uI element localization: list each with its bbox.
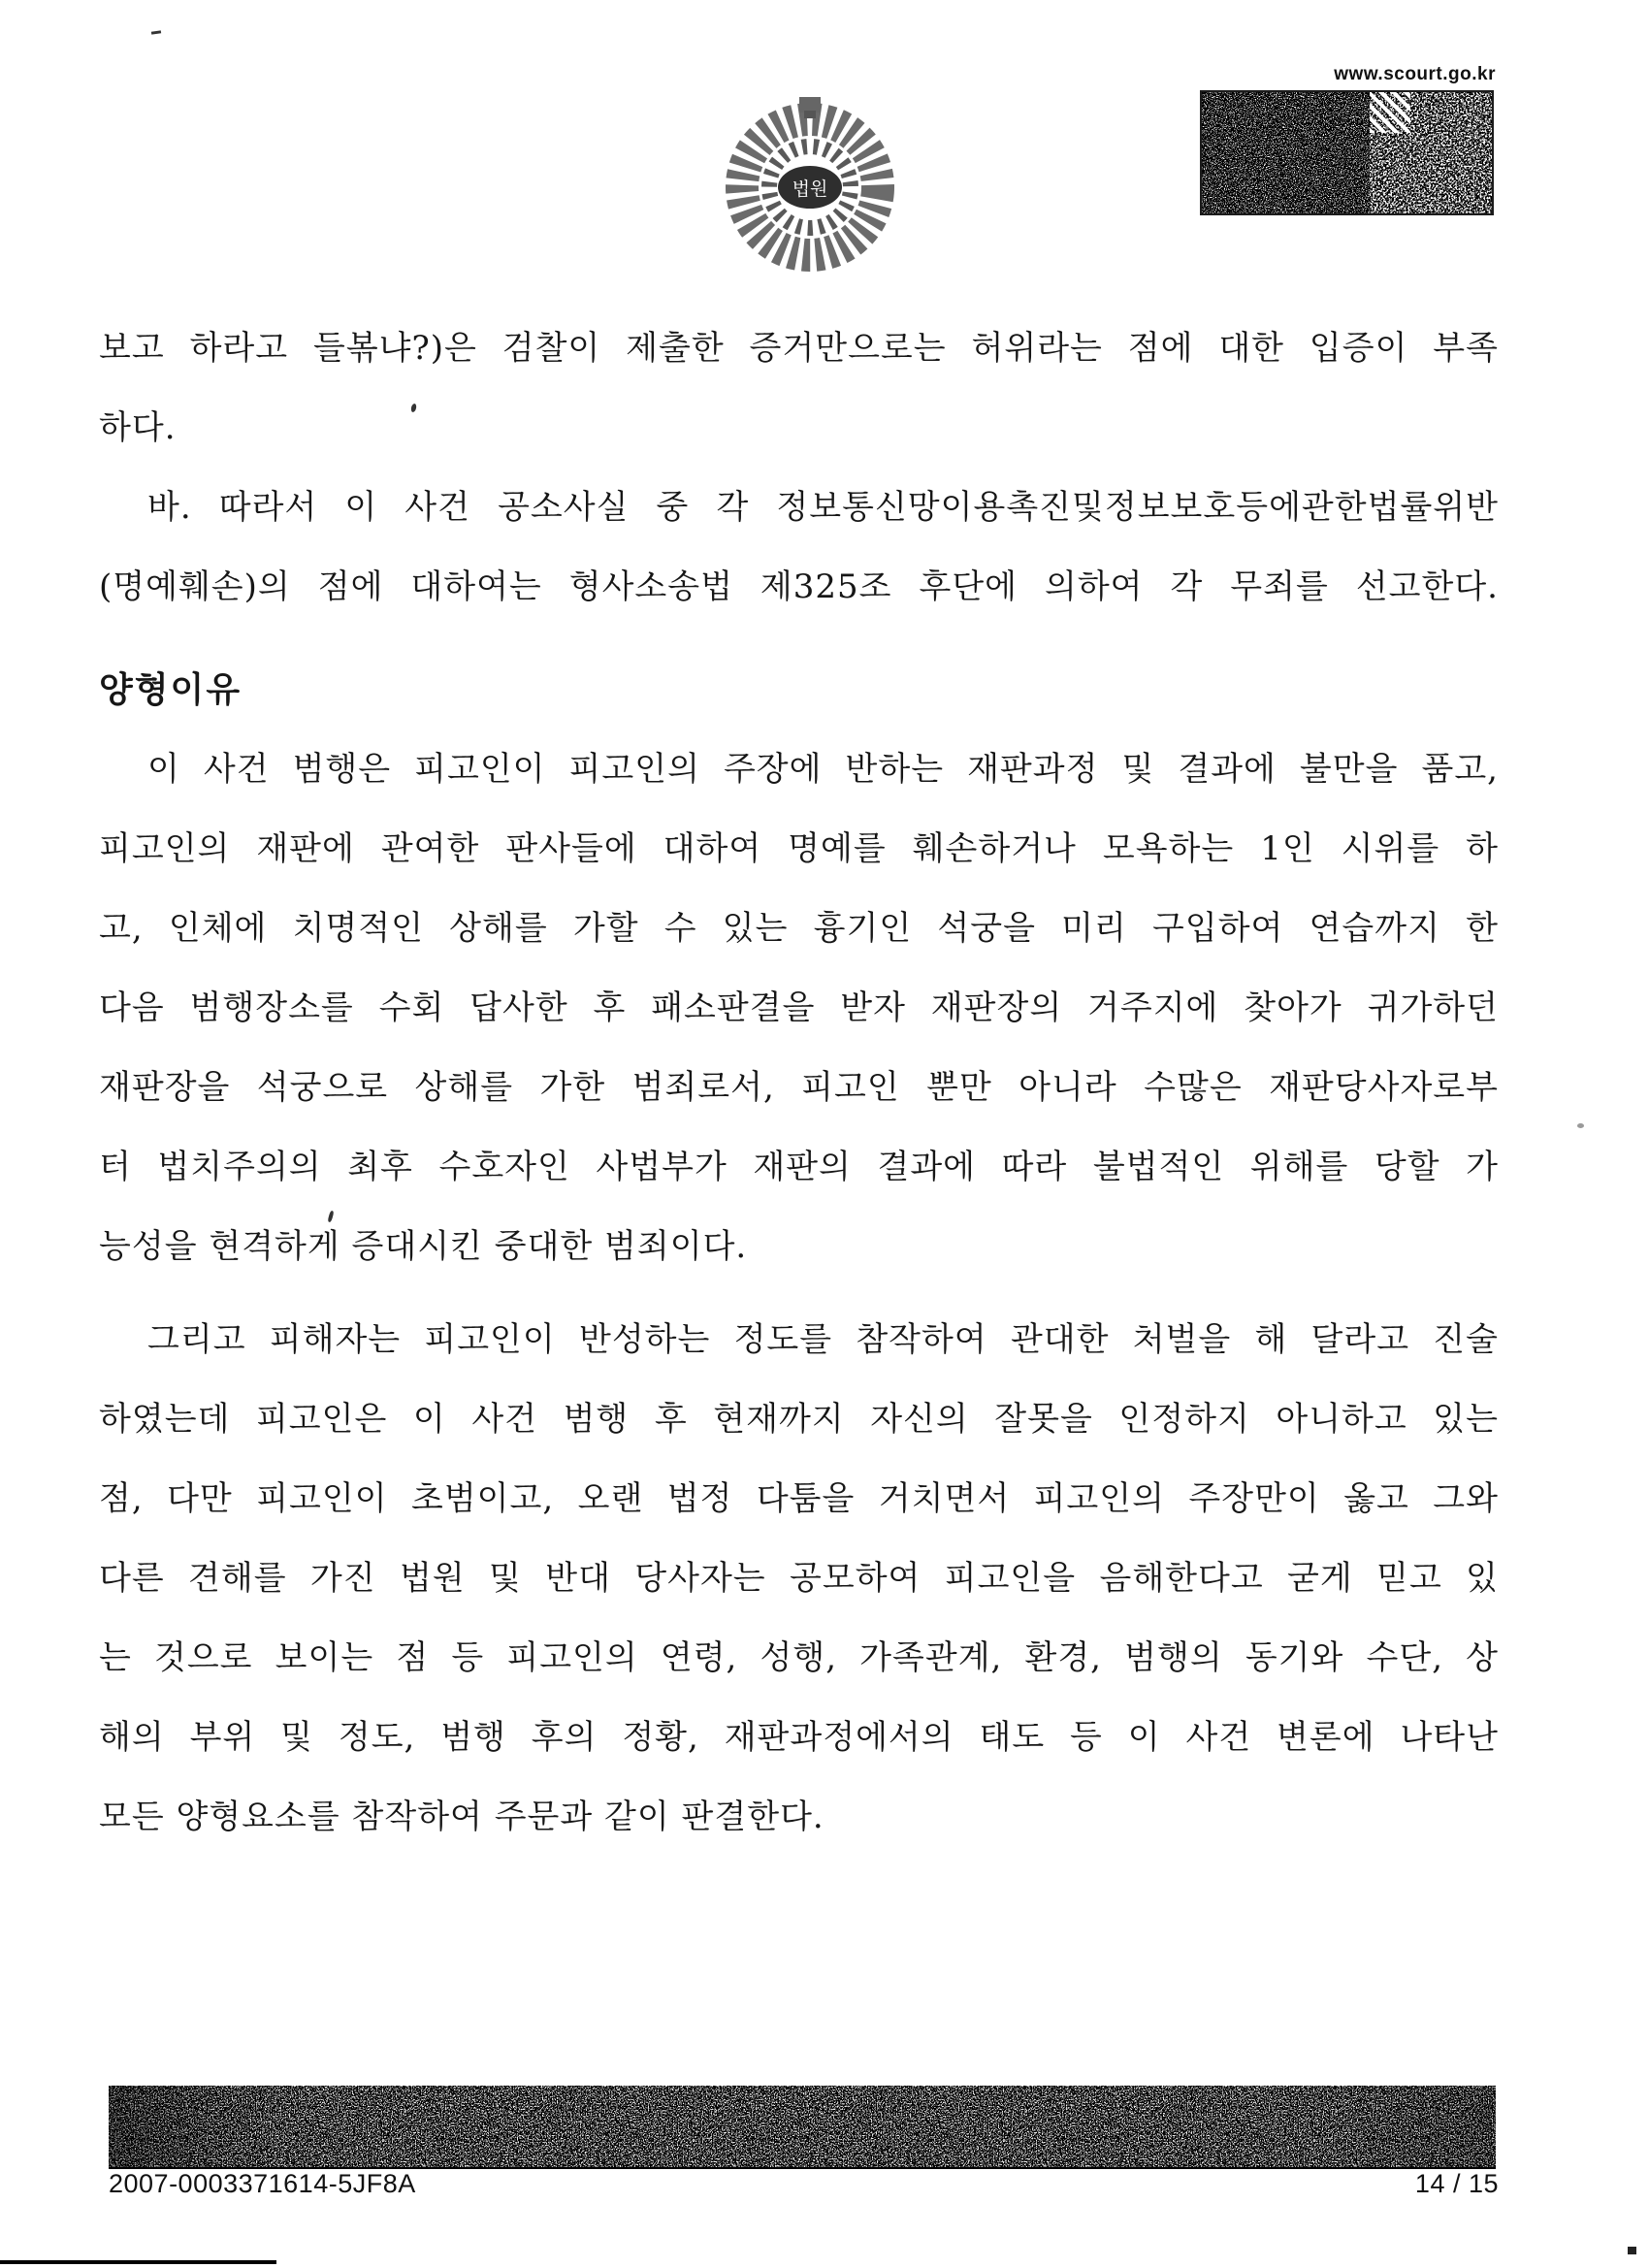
court-seal-icon xyxy=(718,95,902,279)
document-line: 이 사건 범행은 피고인이 피고인의 주장에 반하는 재판과정 및 결과에 불만을 품고, xyxy=(147,750,1499,789)
document-line: 모든 양형요소를 참작하여 주문과 같이 판결한다. xyxy=(99,1798,824,1836)
document-line: 는 것으로 보이는 점 등 피고인의 연령, 성행, 가족관계, 환경, 범행의 동기와 수단, 상 xyxy=(99,1638,1499,1677)
document-line: 터 법치주의의 최후 수호자인 사법부가 재판의 결과에 따라 불법적인 위해를 당할 가 xyxy=(99,1148,1499,1186)
document-line: 보고 하라고 들볶냐?)은 검찰이 제출한 증거만으로는 허위라는 점에 대한 입증이 부족 xyxy=(99,329,1499,368)
document-line: 바. 따라서 이 사건 공소사실 중 각 정보통신망이용촉진및정보보호등에관한법률위반 xyxy=(147,488,1499,527)
page-indicator: 14 / 15 xyxy=(1414,2169,1499,2198)
document-line: 하였는데 피고인은 이 사건 범행 후 현재까지 자신의 잘못을 인정하지 아니하고 있는 xyxy=(99,1400,1499,1439)
judgment-text xyxy=(99,308,1499,1857)
stamp-speckle-area xyxy=(1202,92,1370,213)
document-line: (명예훼손)의 점에 대하여는 형사소송법 제325조 후단에 의하여 각 무죄를 선고한다. xyxy=(99,567,1499,606)
verification-stamp xyxy=(1200,90,1494,215)
document-line: 하다. xyxy=(99,408,177,447)
document-line: 그리고 피해자는 피고인이 반성하는 정도를 참작하여 관대한 처벌을 해 달라고 진술 xyxy=(147,1320,1499,1359)
document-line: 점, 다만 피고인이 초범이고, 오랜 법정 다툼을 거치면서 피고인의 주장만이 옳고 그와 xyxy=(99,1479,1499,1518)
document-line: 재판장을 석궁으로 상해를 가한 범죄로서, 피고인 뿐만 아니라 수많은 재판당사자로부 xyxy=(99,1068,1499,1107)
document-line: 해의 부위 및 정도, 범행 후의 정황, 재판과정에서의 태도 등 이 사건 변론에 나타난 xyxy=(99,1718,1499,1757)
document-line: 다음 범행장소를 수회 답사한 후 패소판결을 받자 재판장의 거주지에 찾아가 귀가하던 xyxy=(99,988,1499,1027)
website-url: www.scourt.go.kr xyxy=(1334,64,1496,84)
scan-artifact xyxy=(151,30,161,34)
document-line: 능성을 현격하게 증대시킨 중대한 범죄이다. xyxy=(99,1227,748,1266)
scan-artifact xyxy=(0,2260,276,2264)
document-number: 2007-0003371614-5JF8A xyxy=(109,2169,416,2198)
sentencing-reason-heading: 양형이유 xyxy=(99,669,242,710)
barcode-noise-strip xyxy=(109,2086,1496,2169)
page-footer xyxy=(109,2169,1499,2199)
document-line: 다른 견해를 가진 법원 및 반대 당사자는 공모하여 피고인을 음해한다고 굳게 믿고 있 xyxy=(99,1559,1499,1598)
stamp-noise-area xyxy=(1370,92,1492,213)
scan-artifact xyxy=(1628,2247,1636,2254)
document-line: 피고인의 재판에 관여한 판사들에 대하여 명예를 훼손하거나 모욕하는 1인 시위를 하 xyxy=(99,829,1499,868)
scan-artifact xyxy=(1577,1123,1584,1128)
document-line: 고, 인체에 치명적인 상해를 가할 수 있는 흉기인 석궁을 미리 구입하여 연습까지 한 xyxy=(99,909,1499,948)
seal-label: 법원 xyxy=(792,178,828,200)
